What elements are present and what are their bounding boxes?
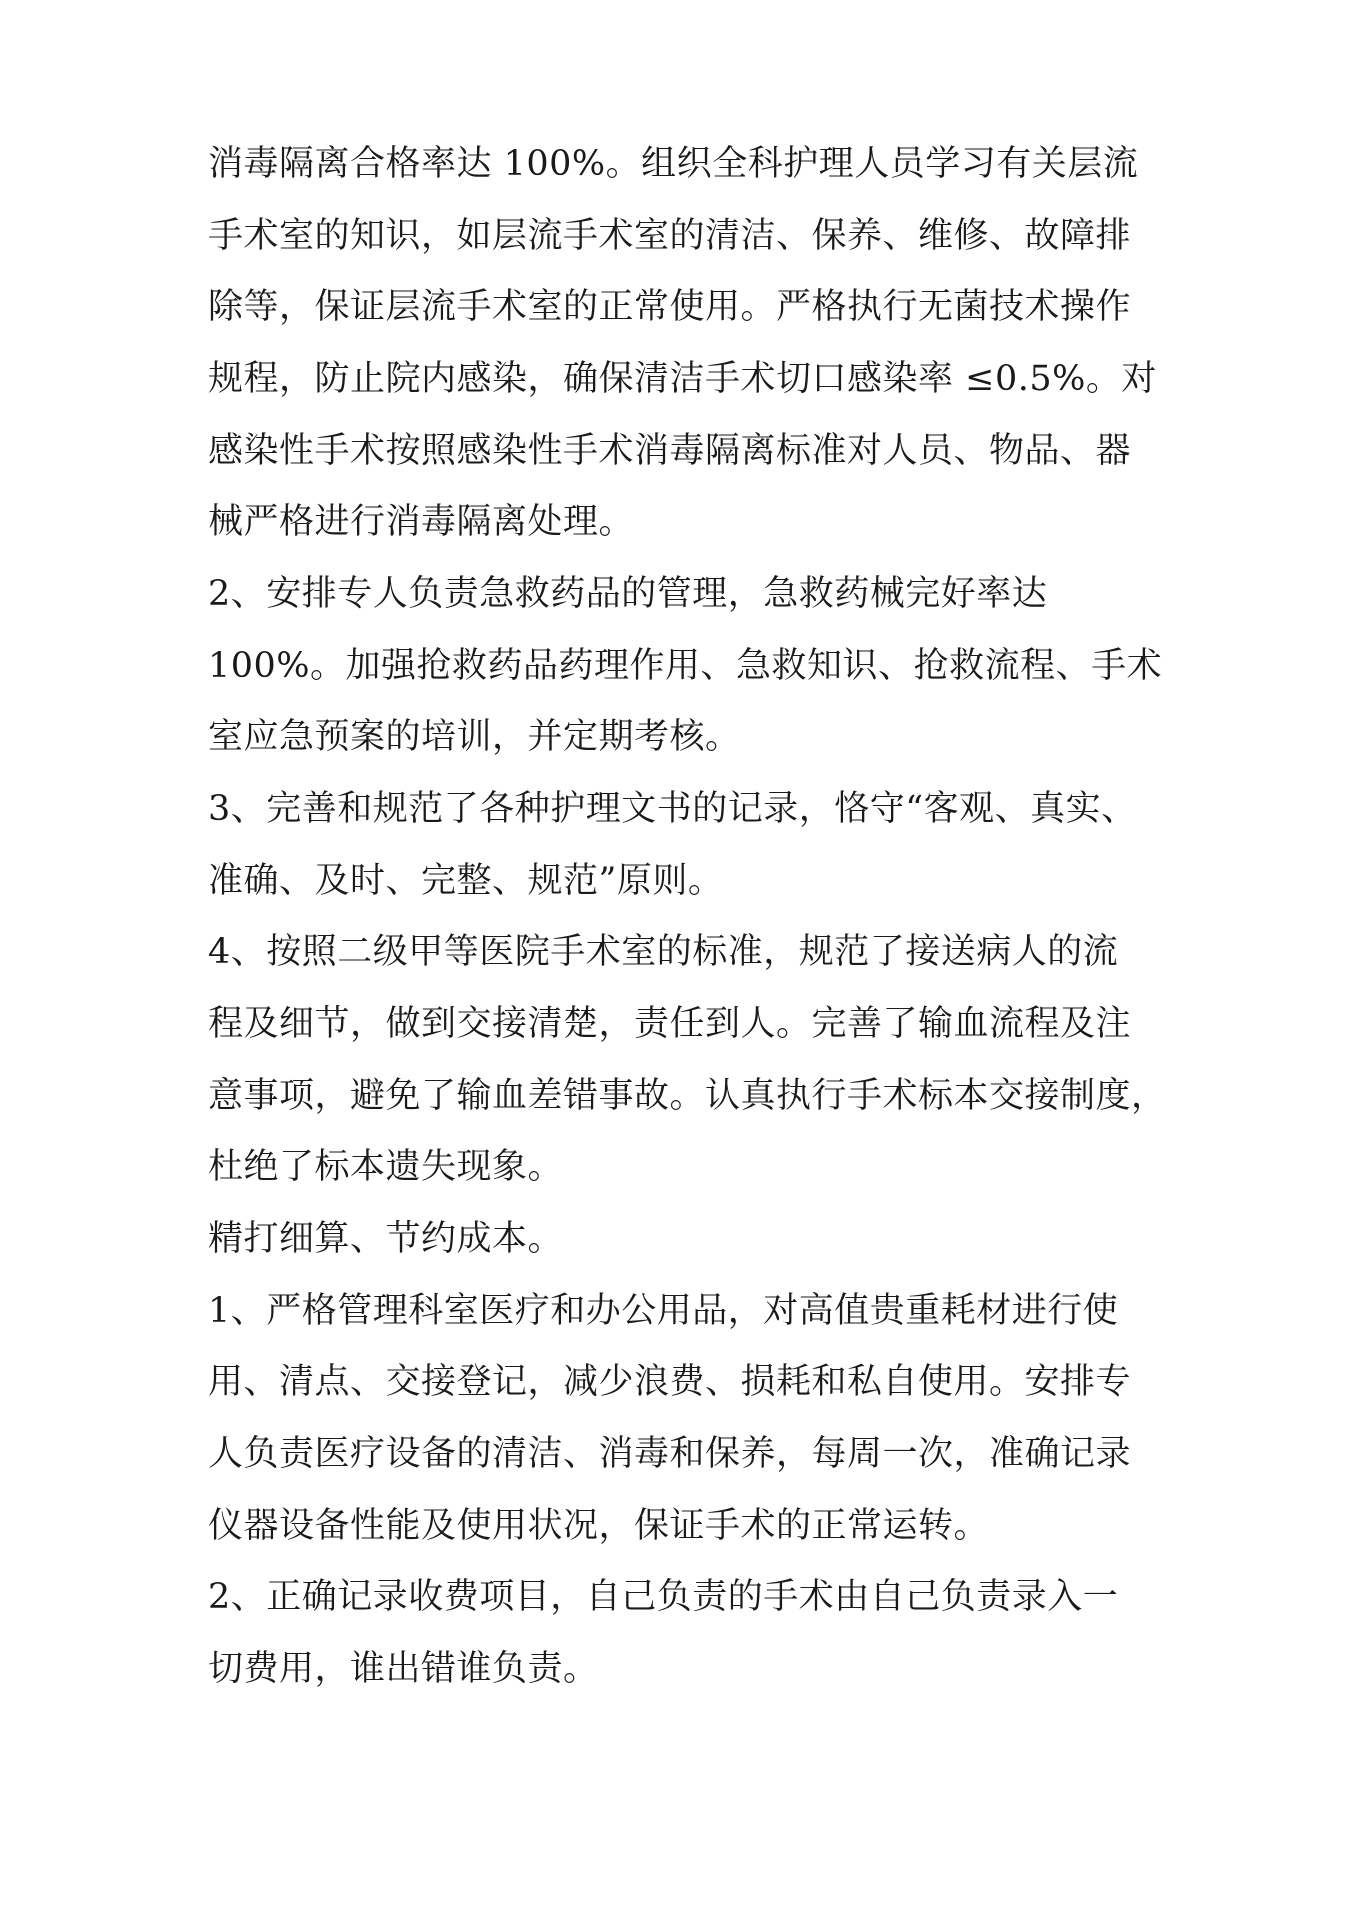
numbered-item: 4、按照二级甲等医院手术室的标准，规范了接送病人的流: [208, 932, 1119, 972]
text-line: 人负责医疗设备的清洁、消毒和保养，每周一次，准确记录: [208, 1434, 1132, 1474]
text-line: 室应急预案的培训，并定期考核。: [208, 717, 741, 757]
text-line: 消毒隔离合格率达 100%。组织全科护理人员学习有关层流: [208, 144, 1139, 184]
text-line: 除等，保证层流手术室的正常使用。严格执行无菌技术操作: [208, 287, 1132, 327]
text-line: 切费用，谁出错谁负责。: [208, 1649, 599, 1689]
numbered-item: 1、严格管理科室医疗和办公用品，对高值贵重耗材进行使: [208, 1291, 1119, 1331]
numbered-item: 3、完善和规范了各种护理文书的记录，恪守“客观、真实、: [208, 789, 1137, 829]
text-line: 用、清点、交接登记，减少浪费、损耗和私自使用。安排专: [208, 1362, 1132, 1402]
text-line: 规程，防止院内感染，确保清洁手术切口感染率 ≤0.5%。对: [208, 359, 1157, 399]
text-line: 程及细节，做到交接清楚，责任到人。完善了输血流程及注: [208, 1004, 1132, 1044]
text-line: 感染性手术按照感染性手术消毒隔离标准对人员、物品、器: [208, 431, 1132, 471]
text-line: 械严格进行消毒隔离处理。: [208, 502, 635, 542]
text-line: 手术室的知识，如层流手术室的清洁、保养、维修、故障排: [208, 216, 1132, 256]
numbered-item: 2、正确记录收费项目，自己负责的手术由自己负责录入一: [208, 1577, 1119, 1617]
numbered-item: 2、安排专人负责急救药品的管理，急救药械完好率达: [208, 574, 1048, 614]
text-line: 意事项，避免了输血差错事故。认真执行手术标本交接制度，: [208, 1076, 1167, 1116]
text-line: 100%。加强抢救药品药理作用、急救知识、抢救流程、手术: [208, 646, 1163, 686]
text-line: 准确、及时、完整、规范”原则。: [208, 861, 724, 901]
text-line: 仪器设备性能及使用状况，保证手术的正常运转。: [208, 1506, 990, 1546]
text-line: 杜绝了标本遗失现象。: [208, 1147, 564, 1187]
section-heading: 精打细算、节约成本。: [208, 1219, 564, 1259]
